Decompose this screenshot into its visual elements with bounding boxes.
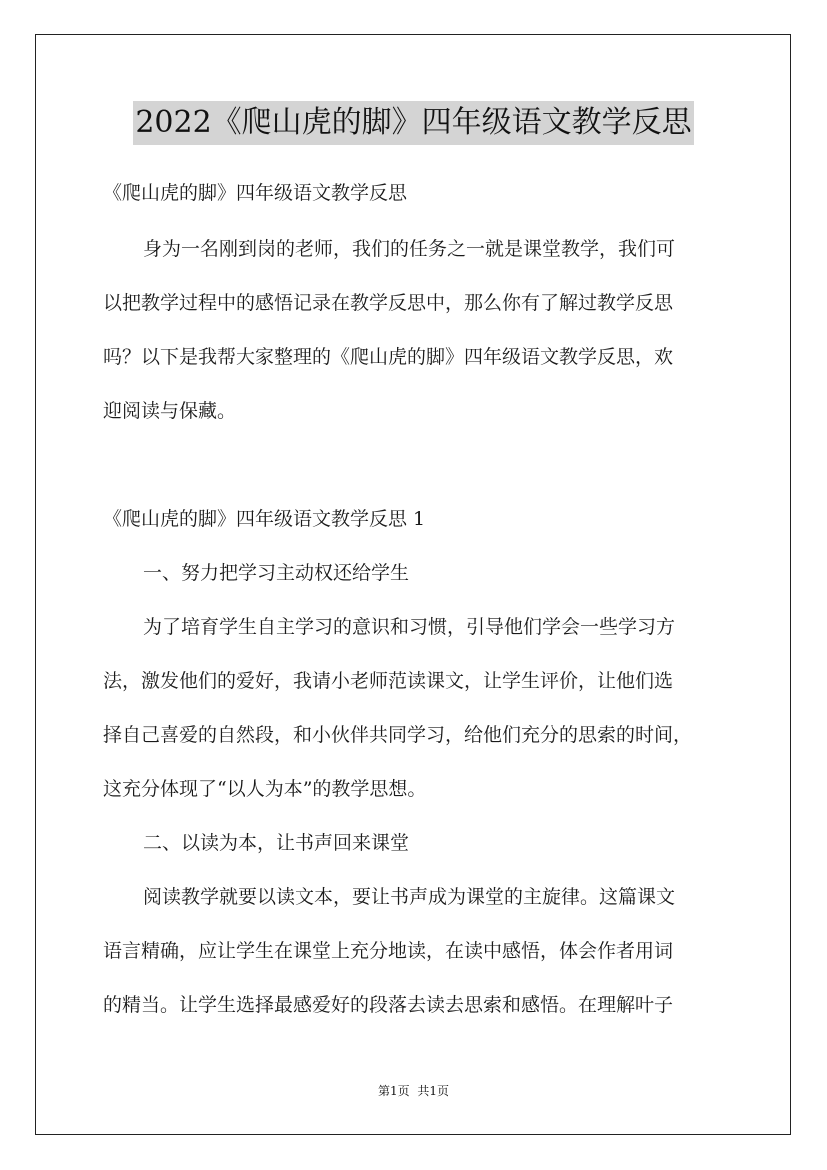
document-title: 2022《爬山虎的脚》四年级语文教学反思: [133, 101, 693, 145]
paragraph-line: 这充分体现了“以人为本”的教学思想。: [103, 778, 427, 800]
page-number: 第1页: [378, 1084, 410, 1098]
paragraph-line: 迎阅读与保藏。: [103, 400, 237, 422]
paragraph-line: 身为一名刚到岗的老师，我们的任务之一就是课堂教学，我们可: [143, 238, 676, 260]
paragraph-line: 以把教学过程中的感悟记录在教学反思中，那么你有了解过教学反思: [103, 292, 674, 314]
subsection-heading: 一、努力把学习主动权还给学生: [143, 562, 410, 584]
paragraph-line: 为了培育学生自主学习的意识和习惯，引导他们学会一些学习方: [143, 616, 676, 638]
paragraph-line: 吗？以下是我帮大家整理的《爬山虎的脚》四年级语文教学反思，欢: [103, 346, 674, 368]
title-container: [0, 101, 827, 145]
paragraph-line: 法，激发他们的爱好，我请小老师范读课文，让学生评价，让他们选: [103, 670, 674, 692]
paragraph-line: 语言精确，应让学生在课堂上充分地读，在读中感悟，体会作者用词: [103, 940, 674, 962]
subtitle-line: 《爬山虎的脚》四年级语文教学反思: [103, 182, 408, 204]
subsection-heading: 二、以读为本，让书声回来课堂: [143, 832, 410, 854]
paragraph-line: 的精当。让学生选择最感爱好的段落去读去思索和感悟。在理解叶子: [103, 994, 674, 1016]
page-footer: [0, 1083, 827, 1099]
paragraph-line: 择自己喜爱的自然段，和小伙伴共同学习，给他们充分的思索的时间，: [103, 724, 693, 746]
paragraph-line: 阅读教学就要以读文本，要让书声成为课堂的主旋律。这篇课文: [143, 886, 676, 908]
section-heading: 《爬山虎的脚》四年级语文教学反思 1: [103, 508, 426, 530]
page-total: 共1页: [417, 1084, 449, 1098]
